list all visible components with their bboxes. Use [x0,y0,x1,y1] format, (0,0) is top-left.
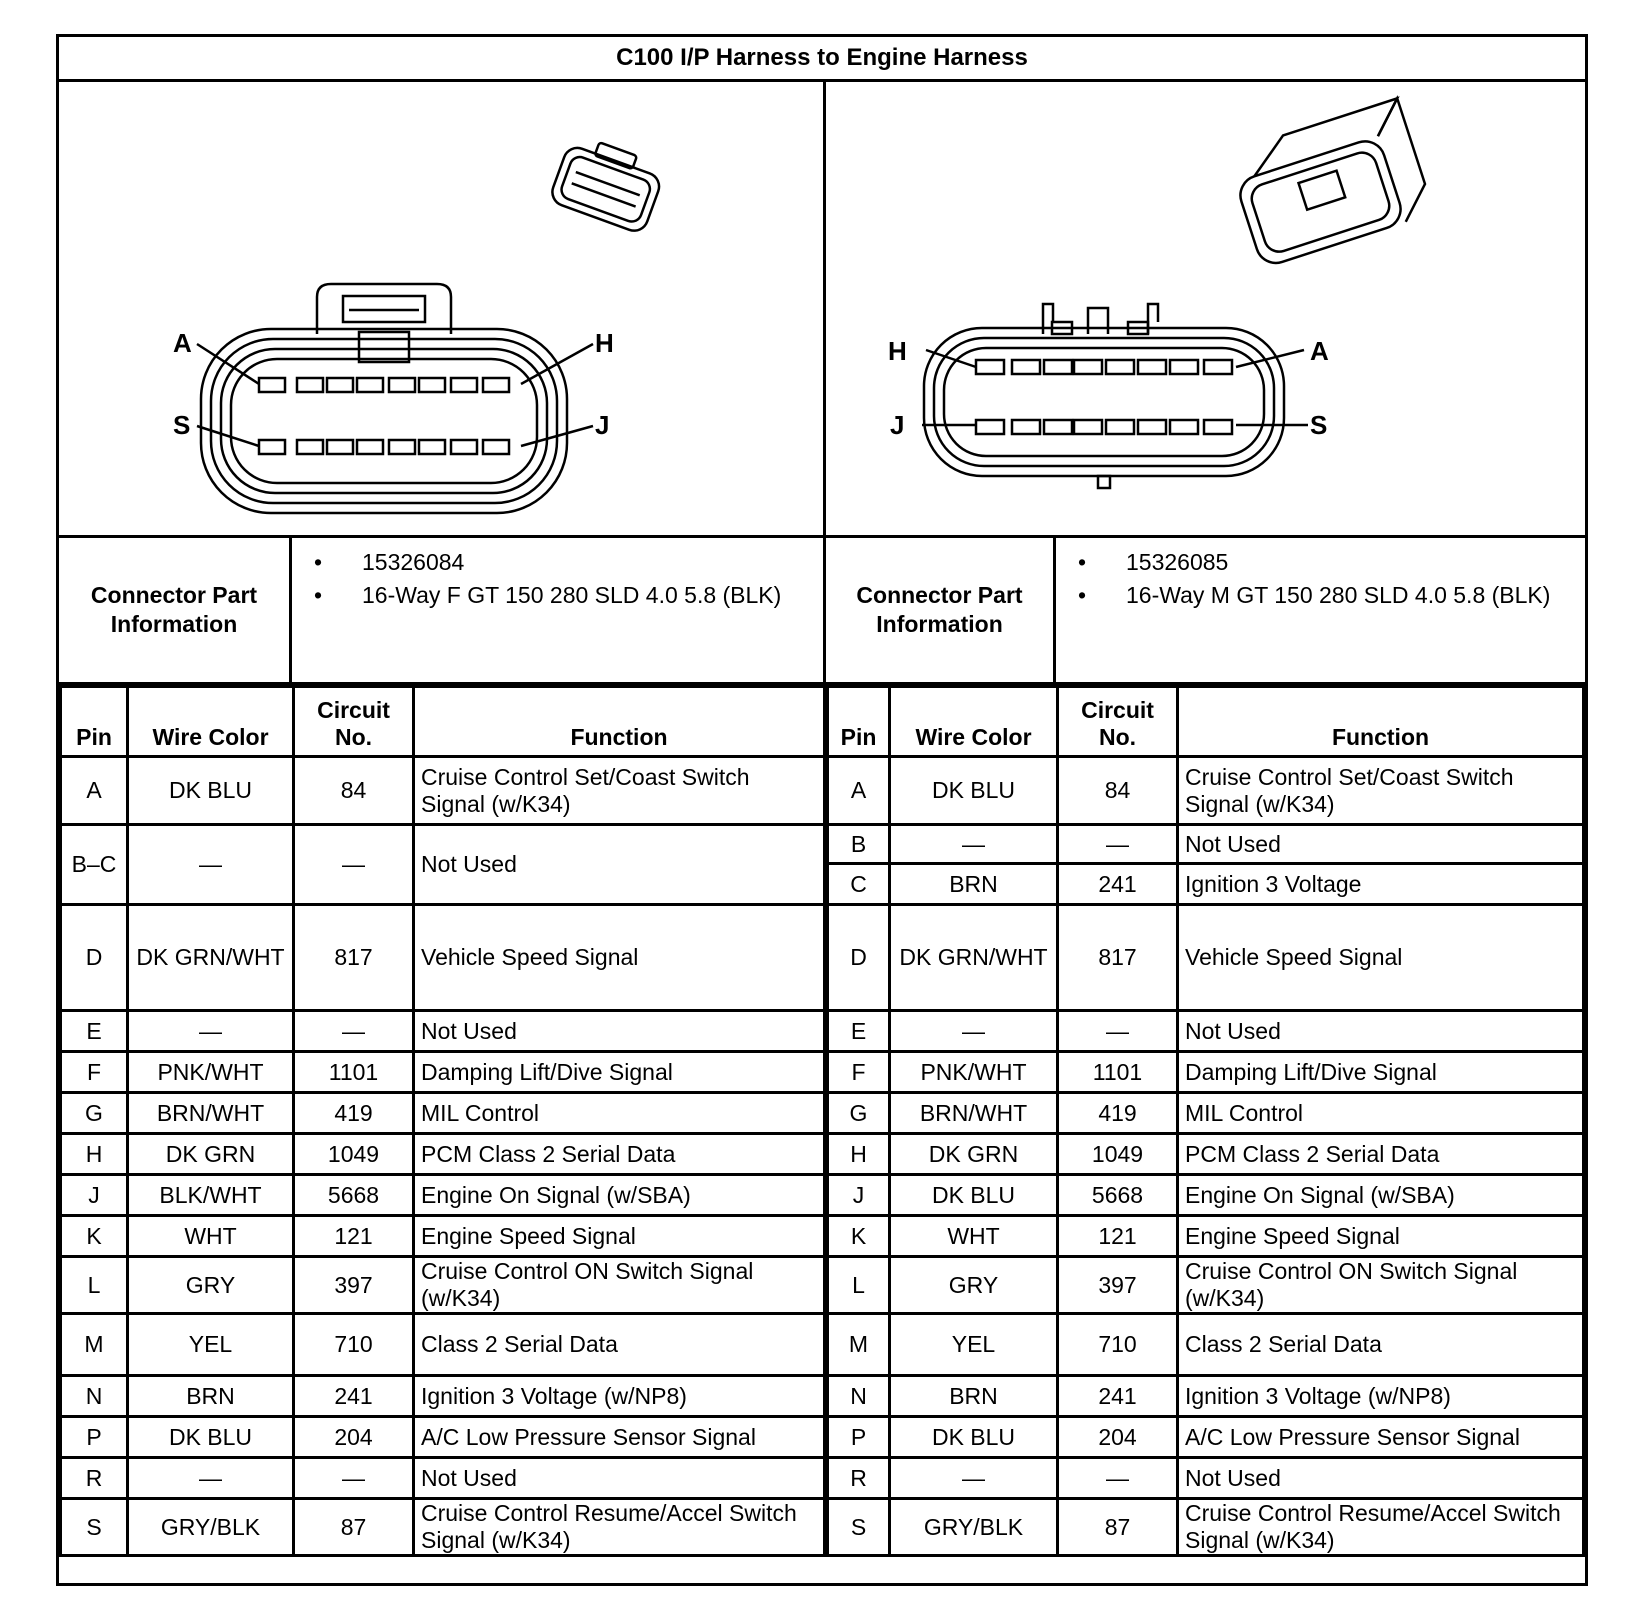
function-cell: Ignition 3 Voltage [1178,864,1584,905]
table-row [828,1134,1584,1175]
pin-cell: M [61,1314,128,1376]
function-cell: Cruise Control Set/Coast Switch Signal (w/K34) [414,757,825,825]
pin-cell: C [828,864,890,905]
pin-cell: L [828,1257,890,1314]
header-pin: Pin [61,687,128,757]
pin-cavity [1012,360,1040,374]
pin-cell: G [61,1093,128,1134]
pin-cell: F [61,1052,128,1093]
function-cell: Ignition 3 Voltage (w/NP8) [1178,1376,1584,1417]
pin-cell: H [61,1134,128,1175]
table-row [61,1011,825,1052]
function-cell: Not Used [1178,1011,1584,1052]
wire-color-cell: DK BLU [890,757,1058,825]
circuit-no-cell: 710 [1058,1314,1178,1376]
diagram-label-bottom-left: J [890,410,905,440]
function-cell: A/C Low Pressure Sensor Signal [414,1417,825,1458]
female-connector-figure [59,82,826,538]
wire-color-cell: DK BLU [128,1417,294,1458]
pin-cavity [357,440,383,454]
table-row [61,1052,825,1093]
table-row [828,1257,1584,1314]
wire-color-cell: — [128,1458,294,1499]
pin-cavity [327,378,353,392]
pin-cavity [976,420,1004,434]
wire-color-cell: GRY [890,1257,1058,1314]
circuit-no-cell: — [1058,1011,1178,1052]
table-row [61,1175,825,1216]
pin-cavity [1044,420,1072,434]
circuit-no-cell: — [294,1011,414,1052]
circuit-no-cell: 817 [1058,905,1178,1011]
female-connector-thumbnail [548,133,667,235]
pin-cell: E [61,1011,128,1052]
pin-cavity [1044,360,1072,374]
table-row [828,1458,1584,1499]
circuit-no-cell: 1049 [294,1134,414,1175]
circuit-no-cell: — [1058,1458,1178,1499]
connector-part-info-label: Connector Part Information [59,538,292,682]
function-cell: Class 2 Serial Data [1178,1314,1584,1376]
pin-cell: D [828,905,890,1011]
circuit-no-cell: 87 [1058,1499,1178,1556]
left-pin-table [59,685,826,1557]
part-description: • 16-Way F GT 150 280 SLD 4.0 5.8 (BLK) [292,581,812,610]
connector-part-info-list [292,548,812,614]
circuit-no-cell: 710 [294,1314,414,1376]
right-pin-table [826,685,1585,1557]
table-row [61,1216,825,1257]
function-cell: Cruise Control Resume/Accel Switch Signal (w/K34) [1178,1499,1584,1556]
table-row [61,1314,825,1376]
wire-color-cell: GRY/BLK [128,1499,294,1556]
wire-color-cell: WHT [128,1216,294,1257]
pin-cavity [259,440,285,454]
function-cell: Engine Speed Signal [1178,1216,1584,1257]
table-row [61,825,825,905]
pin-cell: S [61,1499,128,1556]
circuit-no-cell: 419 [1058,1093,1178,1134]
pin-cavity [389,440,415,454]
table-row [61,1417,825,1458]
circuit-no-cell: 397 [1058,1257,1178,1314]
part-number: • 15326085 [1056,548,1576,577]
female-connector-cavities [259,378,509,454]
table-row [61,1458,825,1499]
circuit-no-cell: 1101 [1058,1052,1178,1093]
male-connector-thumbnail [1226,98,1434,268]
pin-cell: K [828,1216,890,1257]
diagram-label-top-left: A [173,328,192,358]
pin-cavity [451,378,477,392]
header-circuit-no: Circuit No. [294,687,414,757]
part-number: • 15326084 [292,548,812,577]
female-connector-drawing [59,82,823,535]
pin-cell: F [828,1052,890,1093]
wire-color-cell: — [890,1458,1058,1499]
table-row [828,825,1584,864]
pin-cavity [451,440,477,454]
pin-cell: S [828,1499,890,1556]
function-cell: Cruise Control ON Switch Signal (w/K34) [1178,1257,1584,1314]
function-cell: A/C Low Pressure Sensor Signal [1178,1417,1584,1458]
pin-cavity [1106,420,1134,434]
header-wire-color: Wire Color [128,687,294,757]
wire-color-cell: GRY/BLK [890,1499,1058,1556]
pin-cell: B–C [61,825,128,905]
circuit-no-cell: 121 [1058,1216,1178,1257]
pin-cell: D [61,905,128,1011]
male-connector-cavities [976,360,1232,434]
wire-color-cell: DK GRN [128,1134,294,1175]
function-cell: Class 2 Serial Data [414,1314,825,1376]
wire-color-cell: — [128,1011,294,1052]
wire-color-cell: PNK/WHT [128,1052,294,1093]
table-row [61,1257,825,1314]
wire-color-cell: BRN [890,1376,1058,1417]
function-cell: PCM Class 2 Serial Data [1178,1134,1584,1175]
function-cell: Cruise Control Resume/Accel Switch Signal (w/K34) [414,1499,825,1556]
pin-cavity [1074,360,1102,374]
circuit-no-cell: 87 [294,1499,414,1556]
table-row [828,1376,1584,1417]
pin-cell: P [61,1417,128,1458]
function-cell: Vehicle Speed Signal [414,905,825,1011]
wire-color-cell: BRN/WHT [128,1093,294,1134]
function-cell: Not Used [414,1458,825,1499]
wire-color-cell: DK GRN/WHT [890,905,1058,1011]
wire-color-cell: — [890,825,1058,864]
function-cell: Engine Speed Signal [414,1216,825,1257]
diagram-label-bottom-left: S [173,410,191,440]
function-cell: Cruise Control ON Switch Signal (w/K34) [414,1257,825,1314]
pin-cell: E [828,1011,890,1052]
wire-color-cell: BRN/WHT [890,1093,1058,1134]
pin-cavity [297,378,323,392]
table-row [828,1011,1584,1052]
function-cell: Not Used [1178,825,1584,864]
connector-part-info-label: Connector Part Information [826,538,1056,682]
circuit-no-cell: 121 [294,1216,414,1257]
table-row [61,1134,825,1175]
wire-color-cell: PNK/WHT [890,1052,1058,1093]
connector-part-info-list [1056,548,1576,614]
table-row [61,905,825,1011]
function-cell: Engine On Signal (w/SBA) [414,1175,825,1216]
circuit-no-cell: 419 [294,1093,414,1134]
circuit-no-cell: 5668 [1058,1175,1178,1216]
circuit-no-cell: 84 [294,757,414,825]
table-row [828,1175,1584,1216]
wire-color-cell: WHT [890,1216,1058,1257]
pin-cell: R [828,1458,890,1499]
wire-color-cell: DK BLU [890,1175,1058,1216]
table-row [61,1499,825,1556]
circuit-no-cell: 204 [294,1417,414,1458]
wire-color-cell: YEL [128,1314,294,1376]
male-connector-figure [826,82,1585,538]
wire-color-cell: GRY [128,1257,294,1314]
function-cell: Engine On Signal (w/SBA) [1178,1175,1584,1216]
circuit-no-cell: 817 [294,905,414,1011]
table-row [828,1314,1584,1376]
header-wire-color: Wire Color [890,687,1058,757]
function-cell: Not Used [414,1011,825,1052]
table-row [828,1417,1584,1458]
wire-color-cell: DK GRN [890,1134,1058,1175]
table-row [828,1093,1584,1134]
pin-cavity [483,378,509,392]
pin-cavity [1138,420,1166,434]
table-row [828,1052,1584,1093]
connector-document [56,34,1588,1586]
function-cell: Vehicle Speed Signal [1178,905,1584,1011]
pin-cell: N [61,1376,128,1417]
diagram-label-top-left: H [888,336,907,366]
wire-color-cell: — [890,1011,1058,1052]
circuit-no-cell: — [294,825,414,905]
circuit-no-cell: 1101 [294,1052,414,1093]
circuit-no-cell: 241 [1058,1376,1178,1417]
circuit-no-cell: 204 [1058,1417,1178,1458]
pin-cell: H [828,1134,890,1175]
pin-cell: G [828,1093,890,1134]
circuit-no-cell: 241 [1058,864,1178,905]
pin-cell: A [828,757,890,825]
wire-color-cell: DK GRN/WHT [128,905,294,1011]
function-cell: MIL Control [414,1093,825,1134]
pin-cavity [976,360,1004,374]
table-row [61,1093,825,1134]
pin-cavity [1170,420,1198,434]
circuit-no-cell: 84 [1058,757,1178,825]
pin-cavity [297,440,323,454]
wire-color-cell: DK BLU [890,1417,1058,1458]
pin-cell: M [828,1314,890,1376]
left-connector-info [59,538,826,685]
table-row [61,757,825,825]
wire-color-cell: — [128,825,294,905]
table-row [828,757,1584,825]
pin-cavity [389,378,415,392]
function-cell: Damping Lift/Dive Signal [1178,1052,1584,1093]
pin-cavity [1074,420,1102,434]
pin-cavity [419,440,445,454]
pin-cavity [357,378,383,392]
table-row [828,1499,1584,1556]
pin-cavity [419,378,445,392]
header-pin: Pin [828,687,890,757]
pin-cell: R [61,1458,128,1499]
circuit-no-cell: 5668 [294,1175,414,1216]
pin-cell: K [61,1216,128,1257]
document-title: C100 I/P Harness to Engine Harness [59,37,1585,82]
pin-cavity [1204,360,1232,374]
wire-color-cell: YEL [890,1314,1058,1376]
function-cell: PCM Class 2 Serial Data [414,1134,825,1175]
pin-cavity [1012,420,1040,434]
header-circuit-no: Circuit No. [1058,687,1178,757]
diagram-label-bottom-right: J [595,410,610,440]
pin-cavity [327,440,353,454]
function-cell: Not Used [414,825,825,905]
circuit-no-cell: 241 [294,1376,414,1417]
wire-color-cell: BLK/WHT [128,1175,294,1216]
pin-cell: N [828,1376,890,1417]
pin-cell: B [828,825,890,864]
pin-cell: A [61,757,128,825]
male-connector-drawing [826,82,1582,535]
function-cell: Ignition 3 Voltage (w/NP8) [414,1376,825,1417]
circuit-no-cell: 1049 [1058,1134,1178,1175]
header-function: Function [414,687,825,757]
pin-cavity [1138,360,1166,374]
table-row [828,905,1584,1011]
circuit-no-cell: — [294,1458,414,1499]
pin-cavity [483,440,509,454]
header-function: Function [1178,687,1584,757]
pin-cell: P [828,1417,890,1458]
pin-cavity [1204,420,1232,434]
wire-color-cell: DK BLU [128,757,294,825]
wire-color-cell: BRN [890,864,1058,905]
diagram-label-top-right: H [595,328,614,358]
function-cell: Cruise Control Set/Coast Switch Signal (w/K34) [1178,757,1584,825]
function-cell: Not Used [1178,1458,1584,1499]
pin-cell: J [828,1175,890,1216]
function-cell: MIL Control [1178,1093,1584,1134]
pin-cell: L [61,1257,128,1314]
table-row [61,1376,825,1417]
right-connector-info [826,538,1585,685]
circuit-no-cell: — [1058,825,1178,864]
diagram-label-top-right: A [1310,336,1329,366]
pin-cell: J [61,1175,128,1216]
pin-cavity [1170,360,1198,374]
pin-cavity [1106,360,1134,374]
diagram-label-bottom-right: S [1310,410,1328,440]
pin-cavity [259,378,285,392]
function-cell: Damping Lift/Dive Signal [414,1052,825,1093]
table-row [828,1216,1584,1257]
table-row [828,864,1584,905]
part-description: • 16-Way M GT 150 280 SLD 4.0 5.8 (BLK) [1056,581,1576,610]
circuit-no-cell: 397 [294,1257,414,1314]
wire-color-cell: BRN [128,1376,294,1417]
